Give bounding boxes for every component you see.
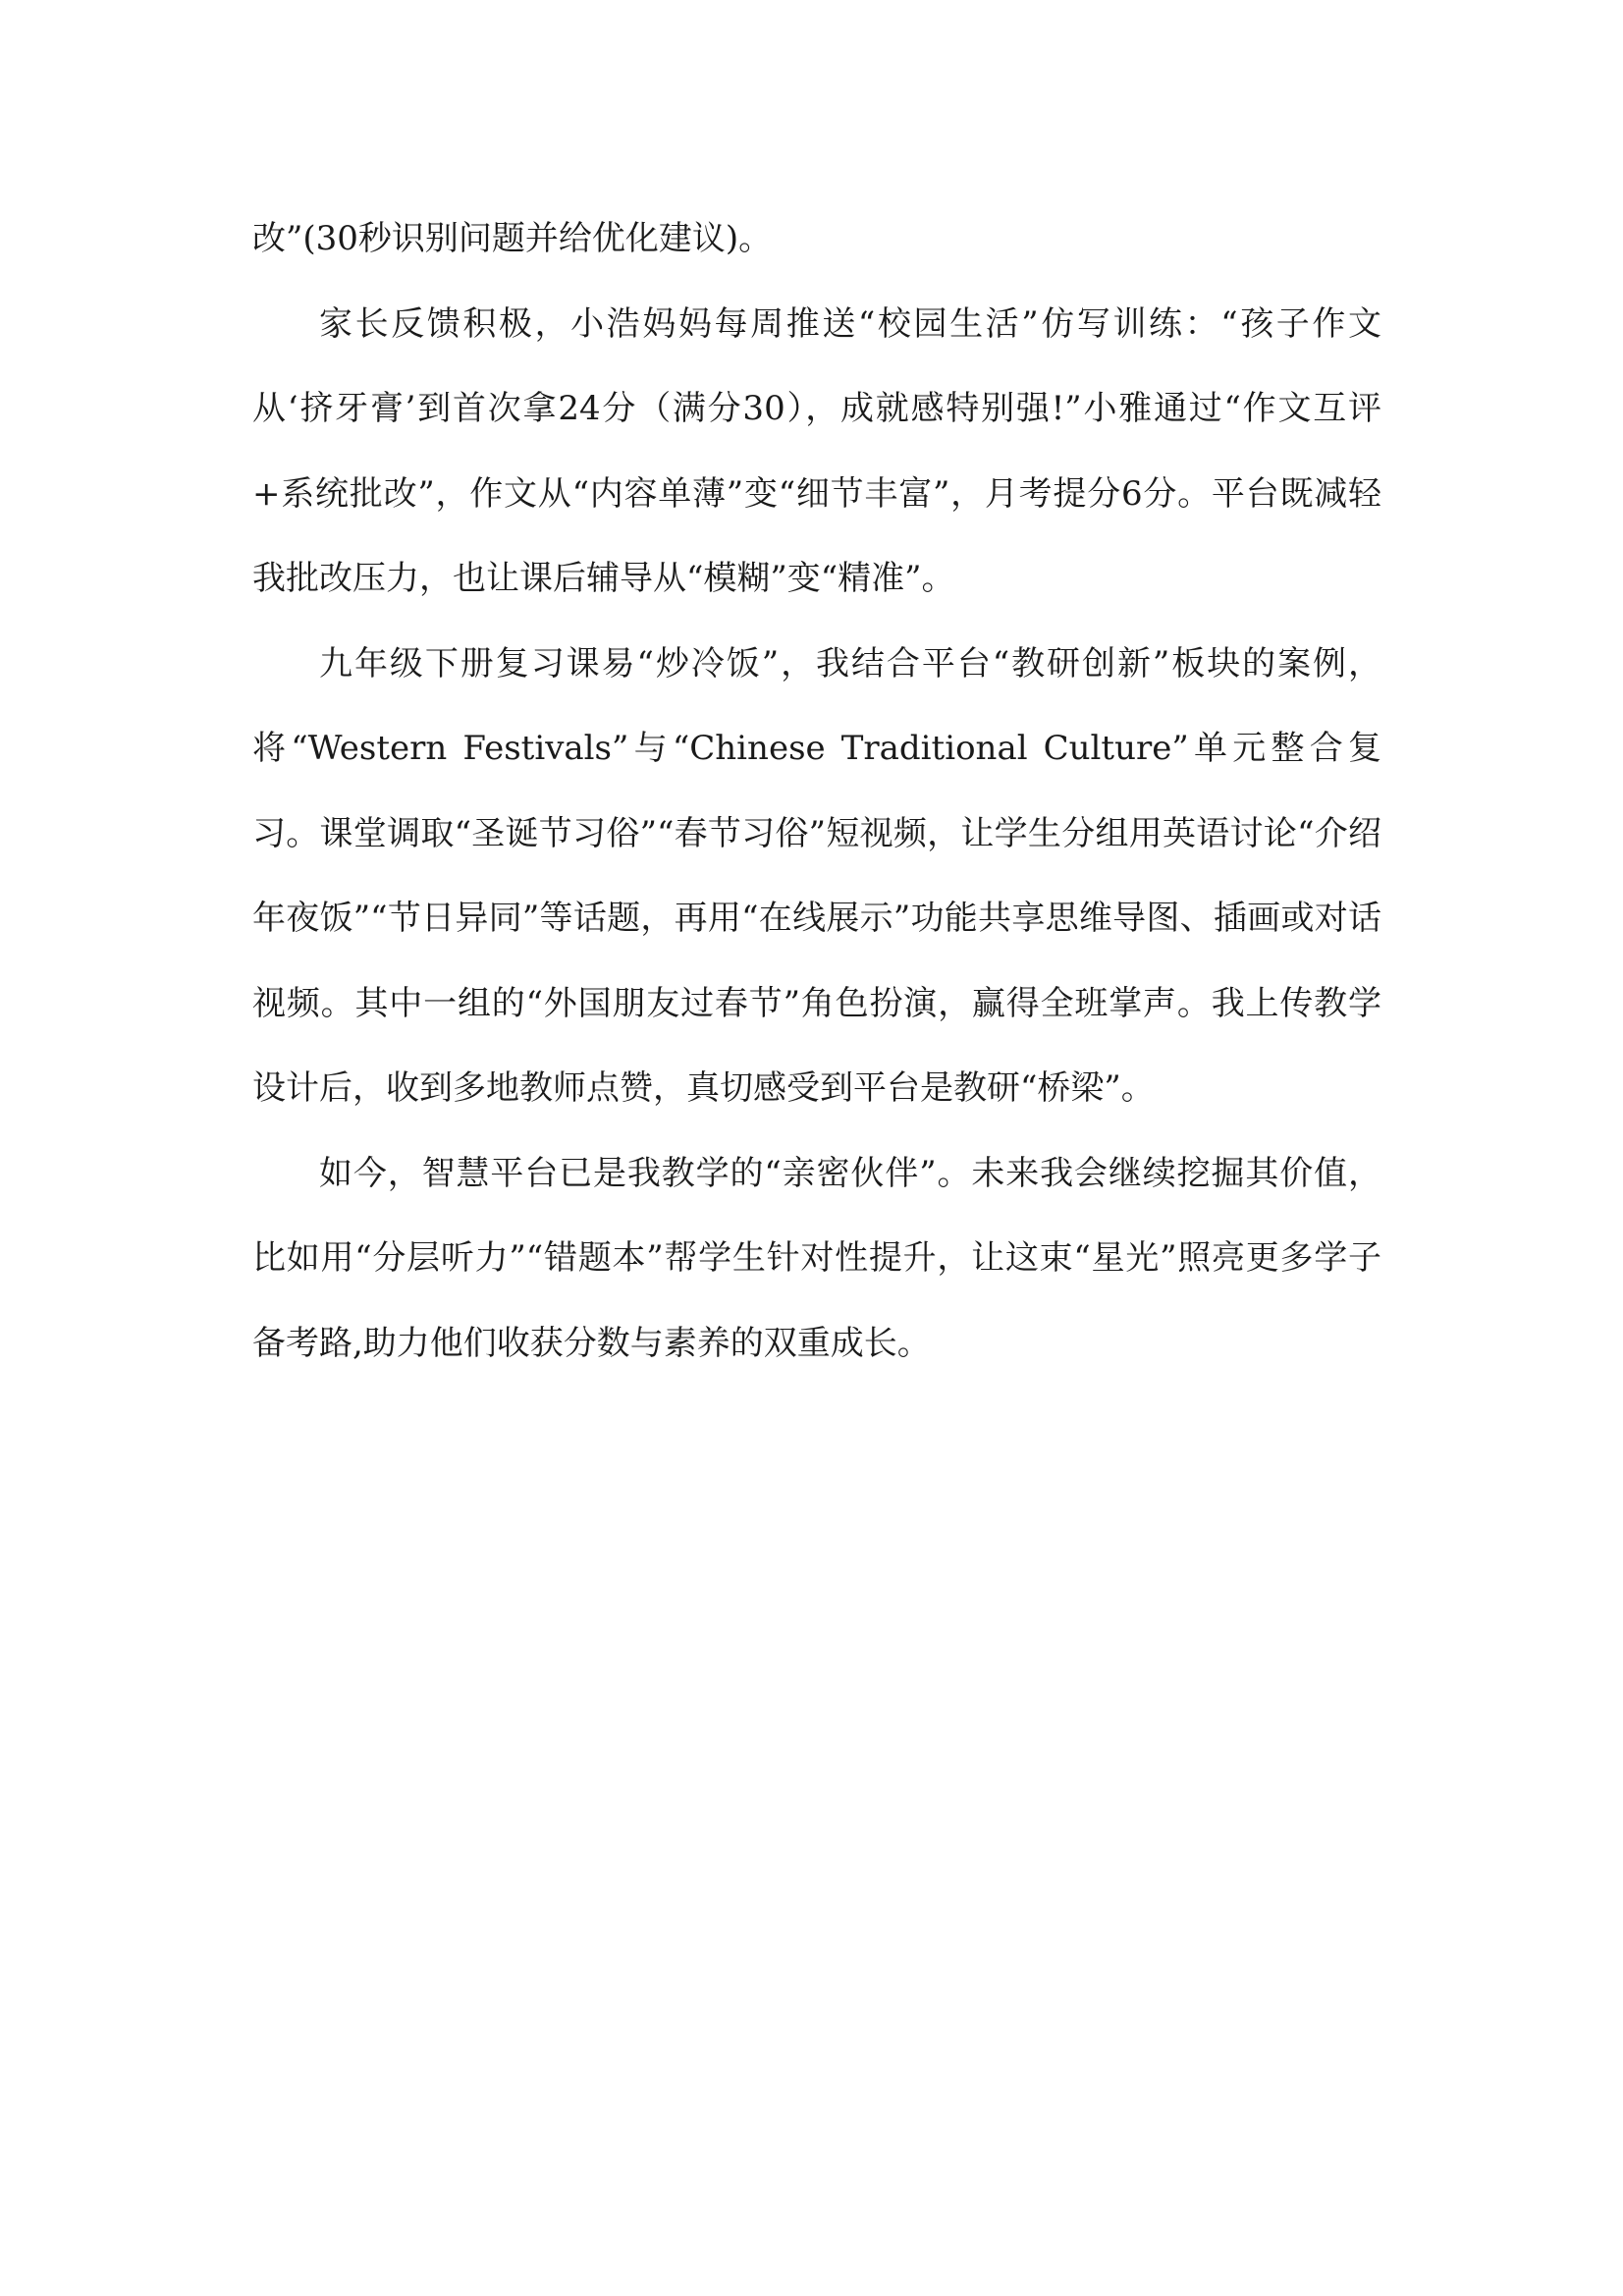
paragraph-continuation: 改”(30秒识别问题并给优化建议)。 xyxy=(252,219,773,258)
body-text xyxy=(252,196,1381,1386)
paragraph-conclusion: 如今，智慧平台已是我教学的“亲密伙伴”。未来我会继续挖掘其价值，比如用“分层听力”“错题本”帮学生针对性提升，让这束“星光”照亮更多学子备考路,助力他们收获分数与素养的双重成长。 xyxy=(252,1153,1381,1363)
paragraph-review-lesson: 九年级下册复习课易“炒冷饭”，我结合平台“教研创新”板块的案例，将“Western Festivals”与“Chinese Traditional Culture”单元整合复习。课堂调取“圣诞节习俗”“春节习俗”短视频，让学生分组用英语讨论“介绍年夜饭”“节日异同”等话题，再用“在线展示”功能共享思维导图、插画或对话视频。其中一组的“外国朋友过春节”角色扮演，赢得全班掌声。我上传教学设计后，收到多地教师点赞，真切感受到平台是教研“桥梁”。 xyxy=(252,643,1381,1108)
paragraph-parent-feedback: 家长反馈积极，小浩妈妈每周推送“校园生活”仿写训练：“孩子作文从‘挤牙膏’到首次拿24分（满分30），成就感特别强!”小雅通过“作文互评+系统批改”，作文从“内容单薄”变“细节丰富”，月考提分6分。平台既减轻我批改压力，也让课后辅导从“模糊”变“精准”。 xyxy=(252,303,1381,598)
